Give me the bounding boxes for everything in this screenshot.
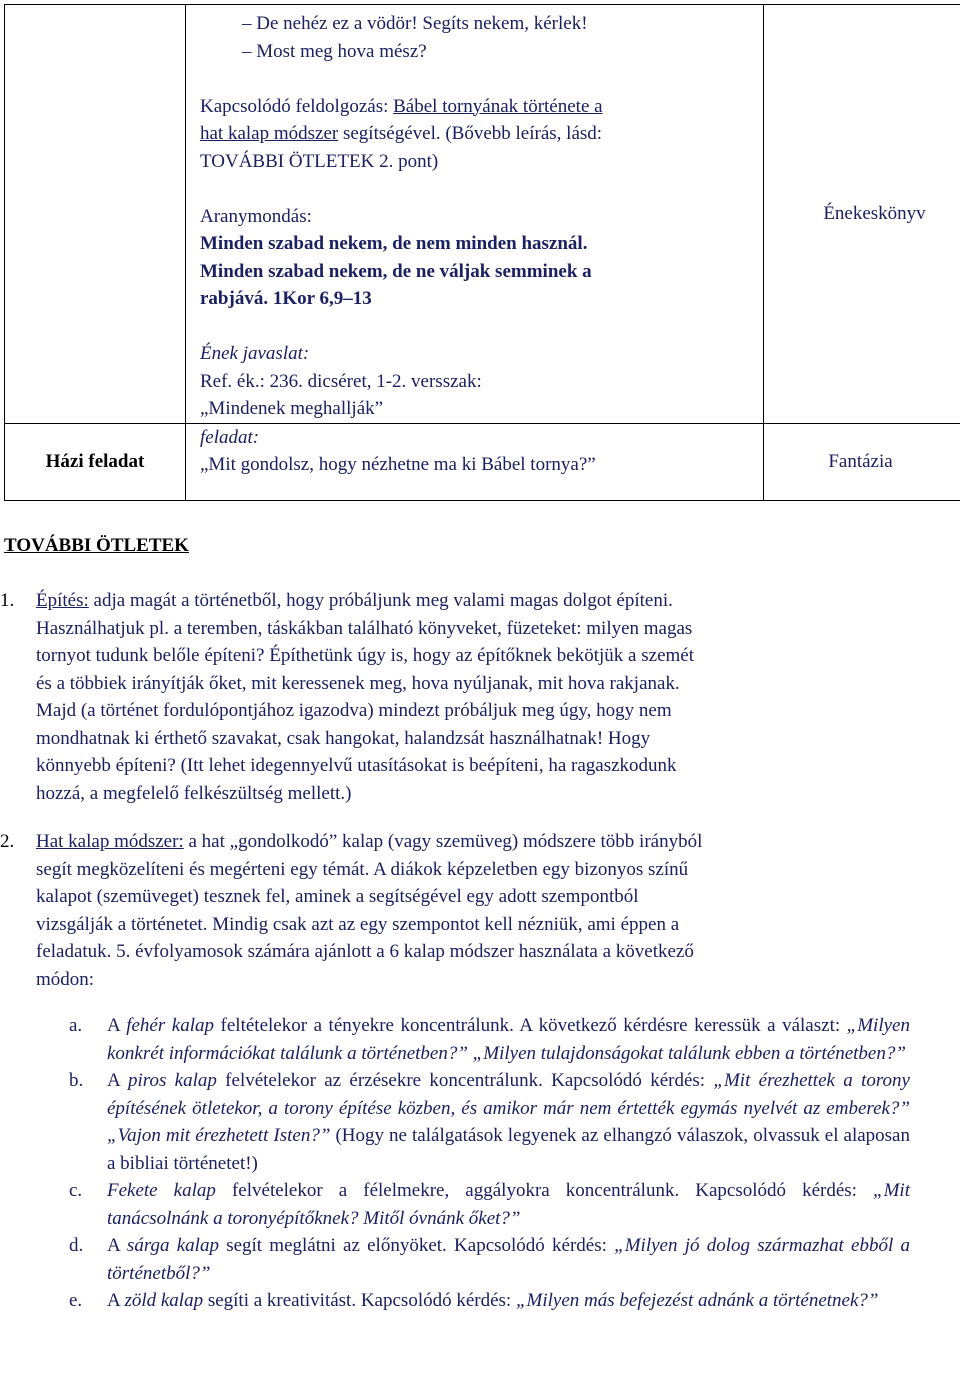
hat-list	[69, 1012, 910, 1315]
ideas-heading: TOVÁBBI ÖTLETEK	[4, 535, 189, 556]
hat-list-item: e. A zöld kalap segíti a kreativitást. Kapcsolódó kérdés: „Milyen más befejezést adnánk a történetnek?”	[107, 1287, 910, 1315]
method-link[interactable]: hat kalap módszer	[200, 123, 339, 144]
dialog-lines	[200, 10, 753, 65]
song-line: Ref. ék.: 236. dicséret, 1-2. versszak:	[200, 370, 482, 392]
idea-number: 1.	[0, 590, 15, 611]
golden-line: rabjává. 1Kor 6,9–13	[200, 288, 372, 309]
idea-item-building	[0, 587, 910, 807]
paragraph-line: mondhatnak ki érthető szavakat, csak hangokat, halandzsát használhatnak! Hogy	[36, 727, 651, 749]
songbook-label: Énekeskönyv	[823, 203, 926, 224]
hat-list-item: c. Fekete kalap felvételekor a félelmekre, aggályokra koncentrálunk. Kapcsolódó kérdés: „Mit tanácsolnánk a toronyépítőknek? Mitől óvnánk őket?”	[107, 1177, 910, 1232]
paragraph-line: tornyot tudunk belőle építeni? Építhetünk úgy is, hogy az építőknek bekötjük a szemét	[36, 645, 694, 666]
list-letter: d.	[69, 1235, 84, 1256]
paragraph-line: Majd (a történet fordulópontjához igazodva) mindezt próbáljuk meg úgy, hogy nem	[36, 700, 672, 721]
idea-item-six-hats	[0, 828, 910, 993]
hat-list-item: a. A fehér kalap feltételekor a tényekre koncentrálunk. A következő kérdésre keressük a választ: „Milyen konkrét információkat találunk a történetben?” „Milyen tulajdonságokat találunk ebben a történetben?”	[107, 1012, 910, 1067]
list-letter: b.	[69, 1070, 84, 1091]
dialog-line: – Most meg hova mész?	[242, 40, 427, 62]
golden-label: Aranymondás:	[200, 205, 312, 227]
paragraph-line: feladatuk. 5. évfolyamosok számára ajánlott a 6 kalap módszer használata a következő	[36, 941, 694, 962]
homework-resource-cell	[764, 423, 960, 500]
dialog-line: – De nehéz ez a vödör! Segíts nekem, kérlek!	[242, 13, 588, 34]
paragraph-line: és a többiek irányítják őket, mit keressenek meg, hova nyúljanak, mit hova rakjanak.	[36, 672, 680, 694]
song-label: Ének javaslat:	[200, 343, 310, 364]
list-letter: c.	[69, 1180, 83, 1201]
paragraph-line: Hat kalap módszer: a hat „gondolkodó” kalap (vagy szemüveg) módszere több irányból	[36, 831, 703, 852]
paragraph-line: könnyebb építeni? (Itt lehet idegennyelvű utasításokat is beépíteni, ha ragaszkodunk	[36, 755, 677, 776]
hat-list-item: d. A sárga kalap segít meglátni az előnyöket. Kapcsolódó kérdés: „Milyen jó dolog származhat ebből a történetből?”	[107, 1232, 910, 1287]
fantasy-label: Fantázia	[828, 450, 893, 472]
related-line-1: Kapcsolódó feldolgozás: Bábel tornyának története a	[200, 95, 603, 117]
golden-line: Minden szabad nekem, de ne váljak semminek a	[200, 260, 592, 282]
list-letter: e.	[69, 1290, 83, 1311]
golden-line: Minden szabad nekem, de nem minden használ.	[200, 233, 588, 254]
idea-number: 2.	[0, 831, 15, 852]
building-title: Építés:	[36, 590, 89, 611]
resource-cell	[764, 5, 960, 424]
hat-list-item: b. A piros kalap felvételekor az érzésekre koncentrálunk. Kapcsolódó kérdés: „Mit érezhettek a torony építésének ötletekor, a torony építése közben, és amikor már nem értették egymás nyelvét az emberek?” „Vajon mit érezhetett Isten?” (Hogy ne találgatások legyenek az elhangzó válaszok, olvassuk el alaposan a bibliai történetet!)	[107, 1067, 910, 1177]
paragraph-line: segít megközelíteni és megérteni egy témát. A diákok képzeletben egy bizonyos színű	[36, 858, 689, 880]
homework-label: Házi feladat	[45, 450, 145, 472]
song-line: „Mindenek meghallják”	[200, 398, 384, 419]
six-hats-title: Hat kalap módszer:	[36, 831, 184, 852]
task-label: feladat:	[200, 426, 260, 448]
homework-label-cell	[5, 423, 186, 500]
related-line-3: TOVÁBBI ÖTLETEK 2. pont)	[200, 150, 439, 172]
paragraph-line: Használhatjuk pl. a teremben, táskákban található könyveket, füzeteket: milyen magas	[36, 617, 693, 639]
paragraph-line: hozzá, a megfelelő felkészültség mellett.)	[36, 782, 352, 804]
related-line-2: hat kalap módszer segítségével. (Bővebb leírás, lásd:	[200, 123, 603, 144]
empty-label-cell	[5, 5, 186, 424]
paragraph-line: kalapot (szemüveget) tesznek fel, aminek a segítségével egy adott szempontból	[36, 886, 639, 907]
paragraph-line: Építés: adja magát a történetből, hogy próbáljunk meg valami magas dolgot építeni.	[36, 590, 673, 611]
activity-cell	[186, 5, 764, 424]
paragraph-line: módon:	[36, 968, 95, 990]
related-link[interactable]: Bábel tornyának története a	[393, 95, 603, 117]
paragraph-line: vizsgálják a történetet. Mindig csak azt az egy szempontot kell nézniük, ami éppen a	[36, 913, 680, 935]
list-letter: a.	[69, 1015, 83, 1036]
homework-task-cell	[186, 423, 764, 500]
lesson-plan-table	[4, 4, 960, 501]
task-text: „Mit gondolsz, hogy nézhetne ma ki Bábel tornya?”	[200, 454, 596, 475]
